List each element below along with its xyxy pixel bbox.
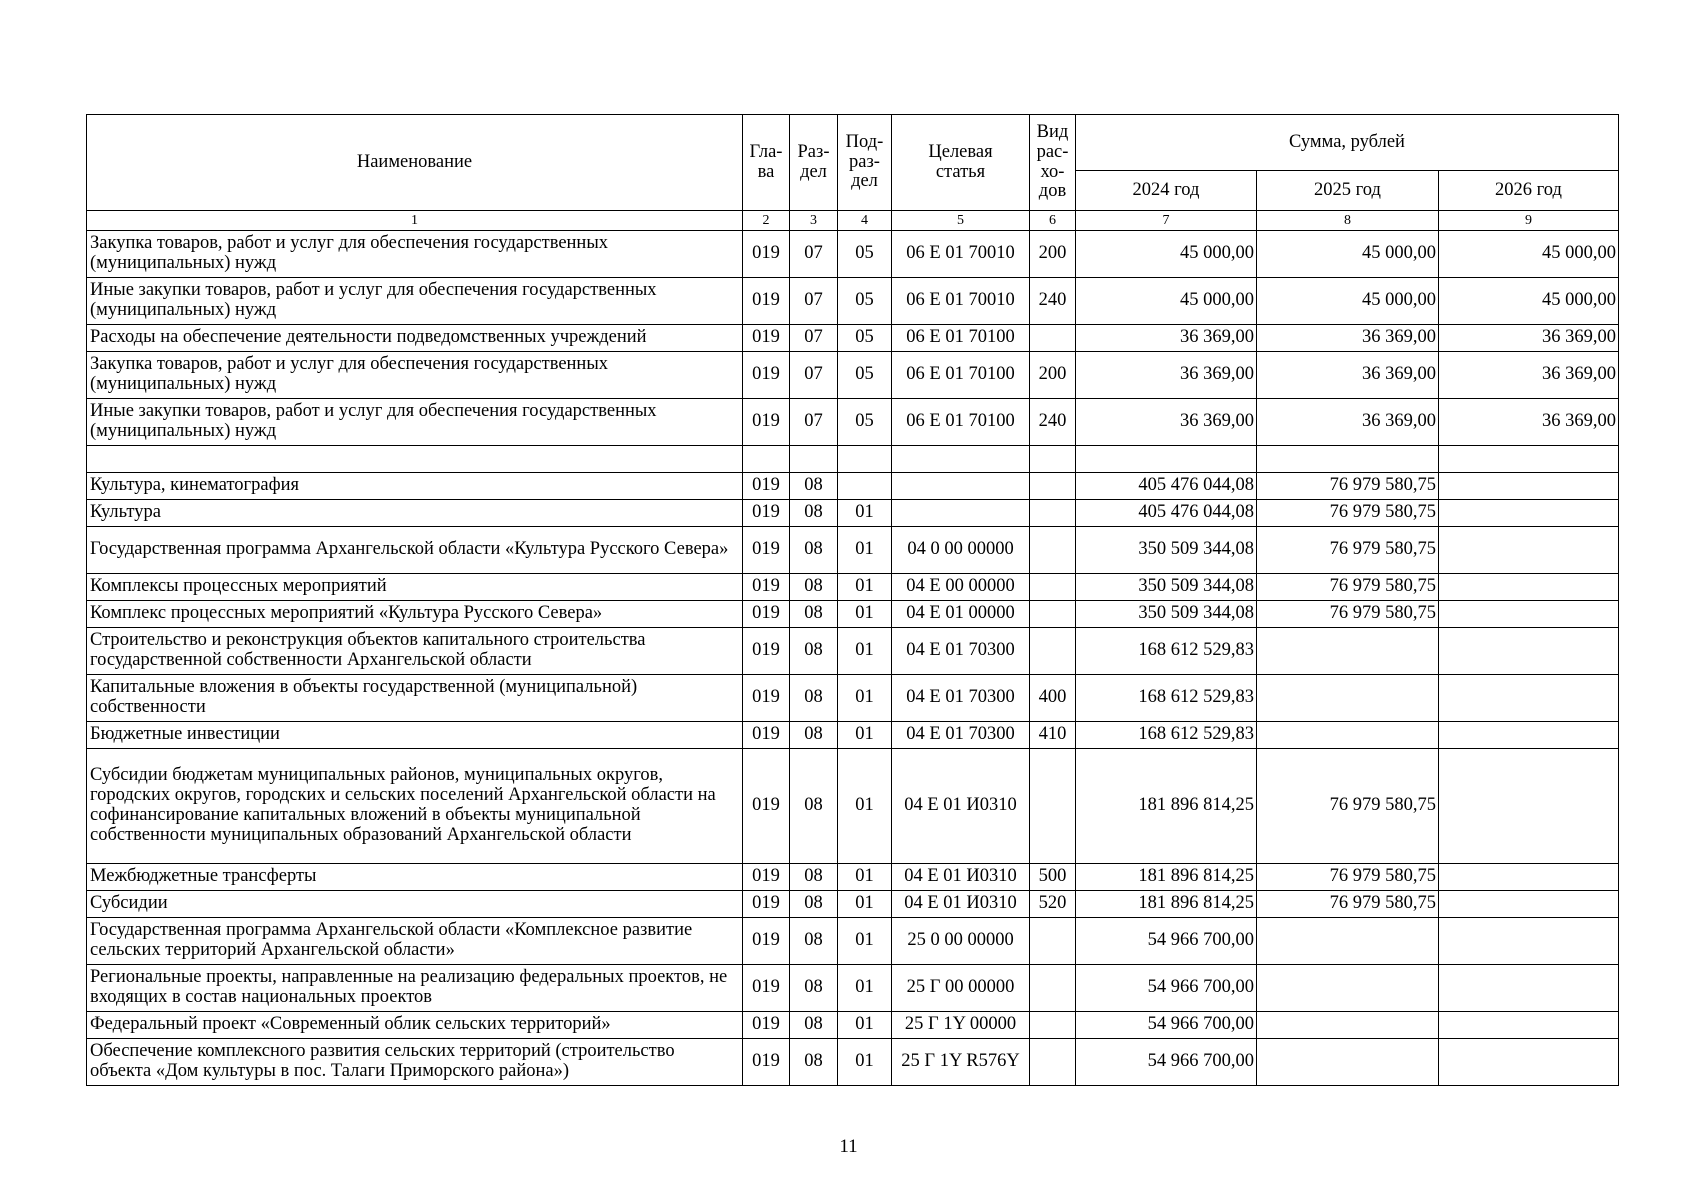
table-row — [87, 352, 1619, 399]
row-expense-type — [1030, 446, 1076, 473]
row-amount-2026 — [1439, 965, 1619, 1012]
table-body — [87, 231, 1619, 1086]
row-amount-2025 — [1257, 1039, 1439, 1086]
row-section: 08 — [790, 628, 838, 675]
row-name: Государственная программа Архангельской области «Комплексное развитие сельских территорий Архангельской области» — [87, 918, 743, 965]
row-amount-2024: 45 000,00 — [1076, 278, 1257, 325]
row-name: Культура, кинематография — [87, 473, 743, 500]
row-name — [87, 446, 743, 473]
row-amount-2025: 45 000,00 — [1257, 278, 1439, 325]
row-amount-2025 — [1257, 918, 1439, 965]
row-section: 08 — [790, 473, 838, 500]
row-amount-2024: 54 966 700,00 — [1076, 918, 1257, 965]
row-amount-2026 — [1439, 500, 1619, 527]
row-subsection: 01 — [838, 918, 892, 965]
row-amount-2024: 350 509 344,08 — [1076, 527, 1257, 574]
table-row — [87, 500, 1619, 527]
row-amount-2026: 36 369,00 — [1439, 399, 1619, 446]
row-target-article: 06 Е 01 70100 — [892, 325, 1030, 352]
row-section: 08 — [790, 527, 838, 574]
row-chapter: 019 — [743, 864, 790, 891]
row-name: Иные закупки товаров, работ и услуг для обеспечения государственных (муниципальных) нужд — [87, 278, 743, 325]
row-name: Субсидии — [87, 891, 743, 918]
row-amount-2026 — [1439, 1012, 1619, 1039]
row-target-article — [892, 500, 1030, 527]
row-target-article — [892, 473, 1030, 500]
row-target-article: 04 0 00 00000 — [892, 527, 1030, 574]
row-target-article: 04 Е 01 И0310 — [892, 864, 1030, 891]
table-row — [87, 325, 1619, 352]
row-subsection: 01 — [838, 965, 892, 1012]
header-name: Наименование — [87, 115, 743, 211]
row-amount-2024: 181 896 814,25 — [1076, 891, 1257, 918]
row-subsection: 05 — [838, 352, 892, 399]
row-expense-type: 500 — [1030, 864, 1076, 891]
row-subsection: 05 — [838, 399, 892, 446]
column-number-row — [87, 211, 1619, 231]
row-amount-2024: 36 369,00 — [1076, 352, 1257, 399]
row-amount-2025: 76 979 580,75 — [1257, 500, 1439, 527]
row-chapter: 019 — [743, 722, 790, 749]
row-amount-2024: 181 896 814,25 — [1076, 749, 1257, 864]
row-target-article: 06 Е 01 70100 — [892, 399, 1030, 446]
row-subsection: 01 — [838, 1039, 892, 1086]
row-name: Закупка товаров, работ и услуг для обеспечения государственных (муниципальных) нужд — [87, 231, 743, 278]
row-amount-2025: 76 979 580,75 — [1257, 864, 1439, 891]
row-section: 08 — [790, 864, 838, 891]
header-expense-type: Вид рас- хо- дов — [1030, 115, 1076, 211]
column-number: 2 — [743, 211, 790, 231]
row-expense-type: 400 — [1030, 675, 1076, 722]
row-name: Региональные проекты, направленные на реализацию федеральных проектов, не входящих в состав национальных проектов — [87, 965, 743, 1012]
row-target-article: 25 Г 1Y 00000 — [892, 1012, 1030, 1039]
row-target-article: 04 Е 01 И0310 — [892, 749, 1030, 864]
row-chapter: 019 — [743, 675, 790, 722]
row-subsection: 01 — [838, 864, 892, 891]
row-target-article: 04 Е 00 00000 — [892, 574, 1030, 601]
table-row — [87, 891, 1619, 918]
row-section: 08 — [790, 1039, 838, 1086]
row-amount-2024: 54 966 700,00 — [1076, 965, 1257, 1012]
row-chapter — [743, 446, 790, 473]
row-chapter: 019 — [743, 965, 790, 1012]
row-subsection: 05 — [838, 278, 892, 325]
row-chapter: 019 — [743, 325, 790, 352]
row-amount-2024: 54 966 700,00 — [1076, 1039, 1257, 1086]
row-expense-type — [1030, 918, 1076, 965]
column-number: 4 — [838, 211, 892, 231]
row-amount-2024: 54 966 700,00 — [1076, 1012, 1257, 1039]
row-amount-2026 — [1439, 675, 1619, 722]
row-chapter: 019 — [743, 1039, 790, 1086]
table-row — [87, 965, 1619, 1012]
row-chapter: 019 — [743, 574, 790, 601]
row-name: Межбюджетные трансферты — [87, 864, 743, 891]
row-amount-2025 — [1257, 675, 1439, 722]
header-subsection: Под- раз- дел — [838, 115, 892, 211]
row-amount-2025 — [1257, 722, 1439, 749]
row-section: 07 — [790, 325, 838, 352]
row-target-article: 25 0 00 00000 — [892, 918, 1030, 965]
header-year-2025: 2025 год — [1257, 171, 1439, 211]
row-amount-2025: 76 979 580,75 — [1257, 574, 1439, 601]
row-target-article: 04 Е 01 70300 — [892, 722, 1030, 749]
row-name: Бюджетные инвестиции — [87, 722, 743, 749]
row-amount-2026: 36 369,00 — [1439, 352, 1619, 399]
row-section: 08 — [790, 722, 838, 749]
table-row — [87, 473, 1619, 500]
header-chapter: Гла- ва — [743, 115, 790, 211]
row-chapter: 019 — [743, 399, 790, 446]
row-expense-type — [1030, 749, 1076, 864]
row-chapter: 019 — [743, 352, 790, 399]
row-amount-2025 — [1257, 1012, 1439, 1039]
row-expense-type — [1030, 628, 1076, 675]
row-subsection: 01 — [838, 722, 892, 749]
table-row — [87, 918, 1619, 965]
row-expense-type — [1030, 574, 1076, 601]
page-number: 11 — [839, 1136, 858, 1157]
header-section: Раз- дел — [790, 115, 838, 211]
row-section: 08 — [790, 601, 838, 628]
row-chapter: 019 — [743, 749, 790, 864]
row-amount-2024: 405 476 044,08 — [1076, 500, 1257, 527]
row-expense-type: 410 — [1030, 722, 1076, 749]
row-amount-2024 — [1076, 446, 1257, 473]
row-expense-type — [1030, 601, 1076, 628]
row-chapter: 019 — [743, 628, 790, 675]
row-amount-2026 — [1439, 749, 1619, 864]
header-year-2026: 2026 год — [1439, 171, 1619, 211]
row-expense-type — [1030, 500, 1076, 527]
row-name: Комплекс процессных мероприятий «Культура Русского Севера» — [87, 601, 743, 628]
row-target-article: 04 Е 01 70300 — [892, 628, 1030, 675]
row-amount-2026 — [1439, 601, 1619, 628]
row-expense-type: 520 — [1030, 891, 1076, 918]
row-chapter: 019 — [743, 473, 790, 500]
row-amount-2026 — [1439, 527, 1619, 574]
table-row — [87, 574, 1619, 601]
row-amount-2025: 36 369,00 — [1257, 399, 1439, 446]
table-row — [87, 1012, 1619, 1039]
row-subsection: 01 — [838, 574, 892, 601]
row-section: 07 — [790, 399, 838, 446]
row-subsection: 01 — [838, 527, 892, 574]
table-row — [87, 399, 1619, 446]
row-amount-2024: 36 369,00 — [1076, 325, 1257, 352]
row-target-article: 06 Е 01 70010 — [892, 278, 1030, 325]
row-amount-2026 — [1439, 574, 1619, 601]
row-amount-2024: 168 612 529,83 — [1076, 722, 1257, 749]
row-section: 08 — [790, 749, 838, 864]
row-section: 07 — [790, 278, 838, 325]
row-expense-type: 200 — [1030, 231, 1076, 278]
header-amount-group: Сумма, рублей — [1076, 115, 1619, 171]
row-amount-2025: 45 000,00 — [1257, 231, 1439, 278]
row-section — [790, 446, 838, 473]
row-amount-2026 — [1439, 446, 1619, 473]
row-expense-type — [1030, 1039, 1076, 1086]
row-subsection: 01 — [838, 601, 892, 628]
table-row — [87, 749, 1619, 864]
row-expense-type: 240 — [1030, 399, 1076, 446]
column-number: 8 — [1257, 211, 1439, 231]
table-row — [87, 231, 1619, 278]
column-number: 5 — [892, 211, 1030, 231]
row-amount-2024: 350 509 344,08 — [1076, 601, 1257, 628]
table-row — [87, 1039, 1619, 1086]
row-section: 08 — [790, 918, 838, 965]
row-chapter: 019 — [743, 231, 790, 278]
table-row — [87, 628, 1619, 675]
budget-table — [86, 114, 1619, 1086]
header-year-2024: 2024 год — [1076, 171, 1257, 211]
row-amount-2026 — [1439, 891, 1619, 918]
row-name: Обеспечение комплексного развития сельских территорий (строительство объекта «Дом культуры в пос. Талаги Приморского района») — [87, 1039, 743, 1086]
row-amount-2026: 36 369,00 — [1439, 325, 1619, 352]
row-amount-2025: 76 979 580,75 — [1257, 527, 1439, 574]
row-name: Иные закупки товаров, работ и услуг для обеспечения государственных (муниципальных) нужд — [87, 399, 743, 446]
row-amount-2024: 168 612 529,83 — [1076, 628, 1257, 675]
row-name: Федеральный проект «Современный облик сельских территорий» — [87, 1012, 743, 1039]
row-amount-2024: 181 896 814,25 — [1076, 864, 1257, 891]
row-section: 08 — [790, 574, 838, 601]
row-subsection: 01 — [838, 749, 892, 864]
row-amount-2024: 405 476 044,08 — [1076, 473, 1257, 500]
table-row — [87, 675, 1619, 722]
row-amount-2026 — [1439, 722, 1619, 749]
row-target-article: 06 Е 01 70010 — [892, 231, 1030, 278]
row-name: Культура — [87, 500, 743, 527]
row-section: 08 — [790, 1012, 838, 1039]
row-subsection — [838, 473, 892, 500]
row-amount-2025: 36 369,00 — [1257, 325, 1439, 352]
row-chapter: 019 — [743, 500, 790, 527]
row-chapter: 019 — [743, 278, 790, 325]
column-number: 9 — [1439, 211, 1619, 231]
column-number: 1 — [87, 211, 743, 231]
row-target-article: 25 Г 1Y R576Y — [892, 1039, 1030, 1086]
table-header — [87, 115, 1619, 231]
row-subsection: 01 — [838, 500, 892, 527]
header-target-article: Целевая статья — [892, 115, 1030, 211]
row-amount-2026 — [1439, 628, 1619, 675]
row-amount-2025: 36 369,00 — [1257, 352, 1439, 399]
row-amount-2026 — [1439, 918, 1619, 965]
row-section: 08 — [790, 675, 838, 722]
row-target-article: 04 Е 01 00000 — [892, 601, 1030, 628]
row-chapter: 019 — [743, 891, 790, 918]
column-number: 6 — [1030, 211, 1076, 231]
row-amount-2026: 45 000,00 — [1439, 231, 1619, 278]
row-amount-2025 — [1257, 965, 1439, 1012]
row-amount-2025 — [1257, 628, 1439, 675]
row-subsection: 01 — [838, 891, 892, 918]
row-expense-type — [1030, 1012, 1076, 1039]
row-target-article: 25 Г 00 00000 — [892, 965, 1030, 1012]
row-name: Комплексы процессных мероприятий — [87, 574, 743, 601]
row-name: Расходы на обеспечение деятельности подведомственных учреждений — [87, 325, 743, 352]
row-name: Строительство и реконструкция объектов капитального строительства государственной собственности Архангельской области — [87, 628, 743, 675]
table-row — [87, 722, 1619, 749]
table-row — [87, 864, 1619, 891]
row-target-article: 06 Е 01 70100 — [892, 352, 1030, 399]
row-name: Государственная программа Архангельской области «Культура Русского Севера» — [87, 527, 743, 574]
row-expense-type — [1030, 527, 1076, 574]
row-amount-2026: 45 000,00 — [1439, 278, 1619, 325]
row-expense-type: 240 — [1030, 278, 1076, 325]
row-amount-2024: 168 612 529,83 — [1076, 675, 1257, 722]
row-section: 08 — [790, 965, 838, 1012]
row-amount-2024: 45 000,00 — [1076, 231, 1257, 278]
row-expense-type: 200 — [1030, 352, 1076, 399]
row-target-article: 04 Е 01 И0310 — [892, 891, 1030, 918]
column-number: 3 — [790, 211, 838, 231]
row-amount-2025: 76 979 580,75 — [1257, 473, 1439, 500]
row-expense-type — [1030, 965, 1076, 1012]
row-amount-2026 — [1439, 473, 1619, 500]
row-name: Закупка товаров, работ и услуг для обеспечения государственных (муниципальных) нужд — [87, 352, 743, 399]
row-chapter: 019 — [743, 601, 790, 628]
table-row — [87, 446, 1619, 473]
row-amount-2026 — [1439, 864, 1619, 891]
row-subsection: 01 — [838, 675, 892, 722]
row-subsection: 05 — [838, 231, 892, 278]
row-chapter: 019 — [743, 918, 790, 965]
table-row — [87, 278, 1619, 325]
row-subsection: 01 — [838, 1012, 892, 1039]
table-row — [87, 601, 1619, 628]
row-chapter: 019 — [743, 1012, 790, 1039]
row-subsection — [838, 446, 892, 473]
row-section: 08 — [790, 500, 838, 527]
row-section: 07 — [790, 352, 838, 399]
row-chapter: 019 — [743, 527, 790, 574]
row-amount-2025: 76 979 580,75 — [1257, 749, 1439, 864]
row-amount-2026 — [1439, 1039, 1619, 1086]
row-subsection: 01 — [838, 628, 892, 675]
table-row — [87, 527, 1619, 574]
row-section: 08 — [790, 891, 838, 918]
row-name: Капитальные вложения в объекты государственной (муниципальной) собственности — [87, 675, 743, 722]
row-amount-2024: 350 509 344,08 — [1076, 574, 1257, 601]
row-amount-2024: 36 369,00 — [1076, 399, 1257, 446]
row-name: Субсидии бюджетам муниципальных районов, муниципальных округов, городских округов, городских и сельских поселений Архангельской области на софинансирование капитальных вложений в объекты муниципальной собственности муниципальных образований Архангельской области — [87, 749, 743, 864]
row-amount-2025: 76 979 580,75 — [1257, 601, 1439, 628]
row-subsection: 05 — [838, 325, 892, 352]
column-number: 7 — [1076, 211, 1257, 231]
row-target-article — [892, 446, 1030, 473]
row-expense-type — [1030, 325, 1076, 352]
row-amount-2025 — [1257, 446, 1439, 473]
row-target-article: 04 Е 01 70300 — [892, 675, 1030, 722]
row-expense-type — [1030, 473, 1076, 500]
row-amount-2025: 76 979 580,75 — [1257, 891, 1439, 918]
row-section: 07 — [790, 231, 838, 278]
